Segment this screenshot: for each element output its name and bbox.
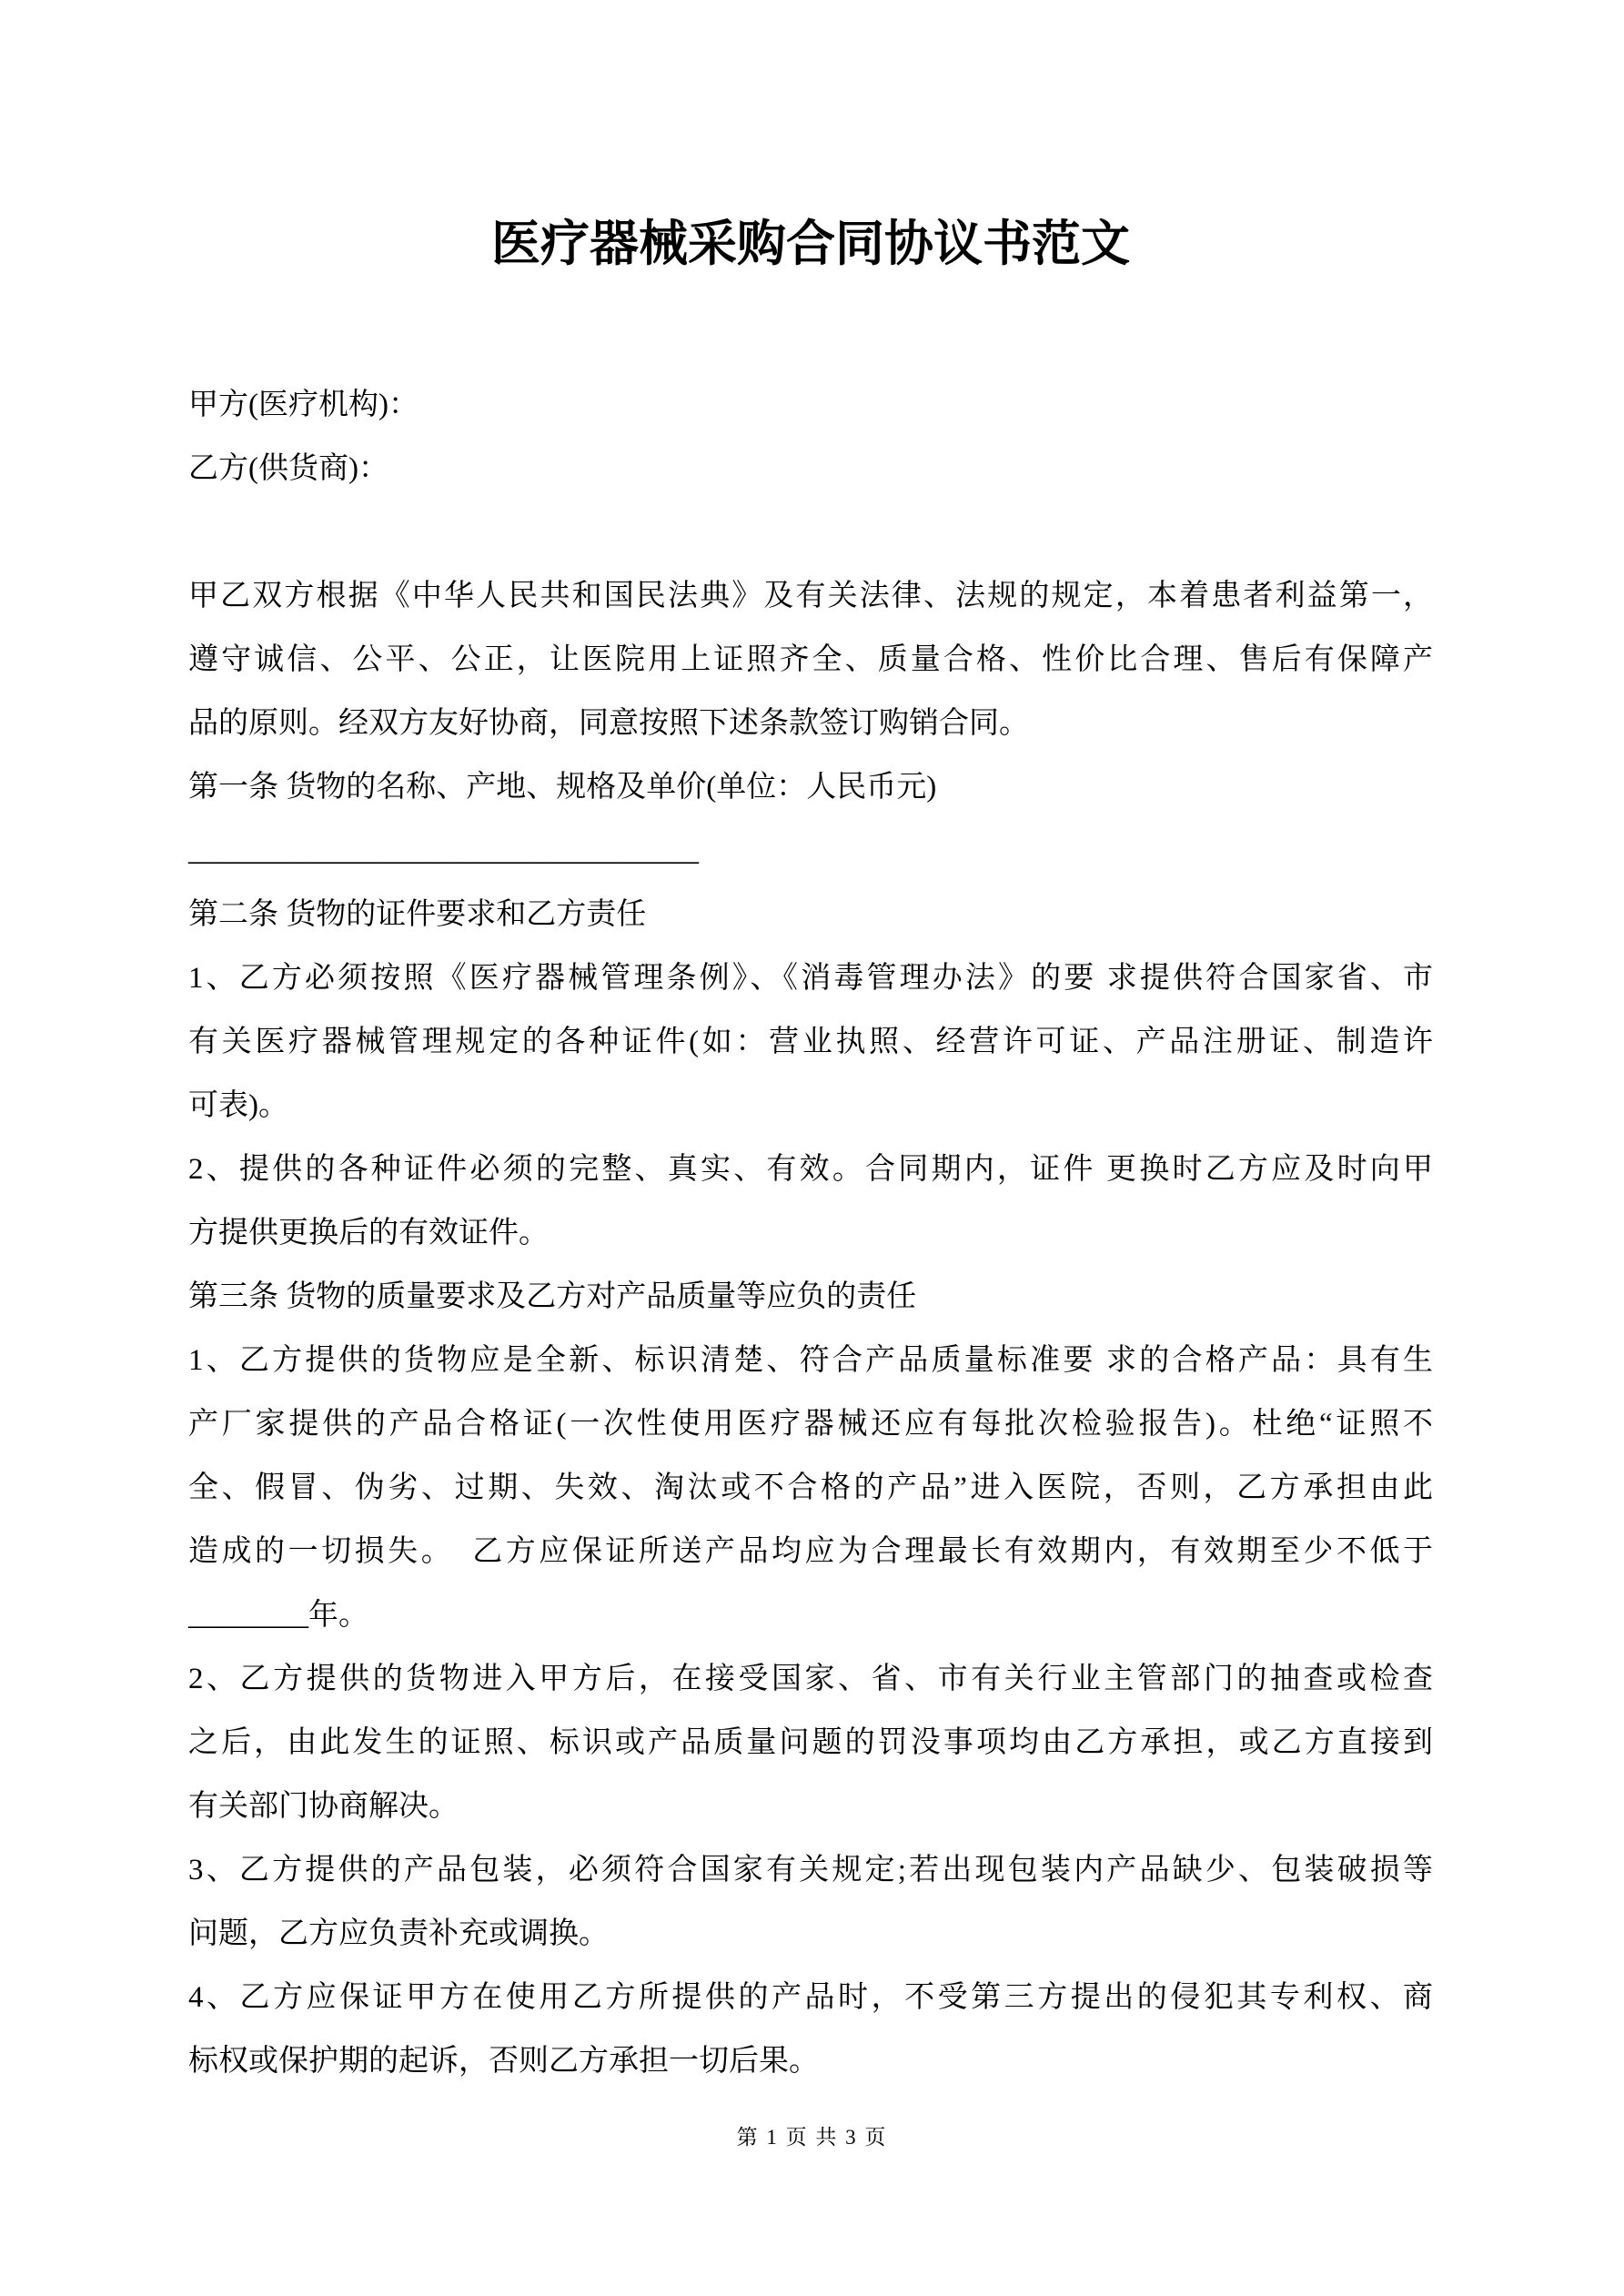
text-line: 方提供更换后的有效证件。: [188, 1217, 549, 1249]
text-line: 可表)。: [188, 1089, 288, 1122]
text-line: 产厂家提供的产品合格证(一次性使用医疗器械还应有每批次检验报告)。杜绝“证照不: [188, 1408, 1433, 1441]
text-line: 1、乙方提供的货物应是全新、标识清楚、符合产品质量标准要 求的合格产品：具有生: [188, 1344, 1433, 1377]
text-line: 有关部门协商解决。: [188, 1790, 459, 1823]
text-line: 品的原则。经双方友好协商，同意按照下述条款签订购销合同。: [188, 707, 1029, 740]
text-line: 遵守诚信、公平、公正，让医院用上证照齐全、质量合格、性价比合理、售后有保障产: [188, 643, 1433, 676]
text-line: 4、乙方应保证甲方在使用乙方所提供的产品时，不受第三方提出的侵犯其专利权、商: [188, 1981, 1433, 2014]
text-line: 之后，由此发生的证照、标识或产品质量问题的罚没事项均由乙方承担，或乙方直接到: [188, 1726, 1433, 1759]
text-line: 2、提供的各种证件必须的完整、真实、有效。合同期内，证件 更换时乙方应及时向甲: [188, 1153, 1433, 1186]
page-number: 第 1 页 共 3 页: [736, 2126, 888, 2149]
text-line: 2、乙方提供的货物进入甲方后，在接受国家、省、市有关行业主管部门的抽查或检查: [188, 1663, 1433, 1695]
document-title: 医疗器械采购合同协议书范文: [491, 217, 1130, 271]
text-line: 1、乙方必须按照《医疗器械管理条例》、《消毒管理办法》的要 求提供符合国家省、市: [188, 962, 1433, 995]
party-a-line: 甲方(医疗机构)：: [188, 389, 419, 421]
text-line: 第一条 货物的名称、产地、规格及单价(单位：人民币元): [188, 771, 937, 804]
text-line: 甲乙双方根据《中华人民共和国民法典》及有关法律、法规的规定，本着患者利益第一，: [188, 580, 1433, 612]
text-line: 第三条 货物的质量要求及乙方对产品质量等应负的责任: [188, 1280, 917, 1313]
party-b-line: 乙方(供货商)：: [188, 452, 388, 485]
document-body: [188, 564, 1433, 2093]
text-line: 问题，乙方应负责补充或调换。: [188, 1917, 609, 1950]
blank-fill-in-underline: __________________________________: [188, 834, 699, 867]
text-line: ________年。: [188, 1599, 368, 1632]
text-line: 第二条 货物的证件要求和乙方责任: [188, 898, 647, 931]
text-line: 全、假冒、伪劣、过期、失效、淘汰或不合格的产品”进入医院，否则，乙方承担由此: [188, 1472, 1433, 1504]
text-line: 标权或保护期的起诉，否则乙方承担一切后果。: [188, 2045, 819, 2078]
text-line: 3、乙方提供的产品包装，必须符合国家有关规定;若出现包装内产品缺少、包装破损等: [188, 1854, 1433, 1886]
text-line: 造成的一切损失。 乙方应保证所送产品均应为合理最长有效期内，有效期至少不低于: [188, 1535, 1433, 1568]
text-line: 有关医疗器械管理规定的各种证件(如：营业执照、经营许可证、产品注册证、制造许: [188, 1026, 1433, 1058]
